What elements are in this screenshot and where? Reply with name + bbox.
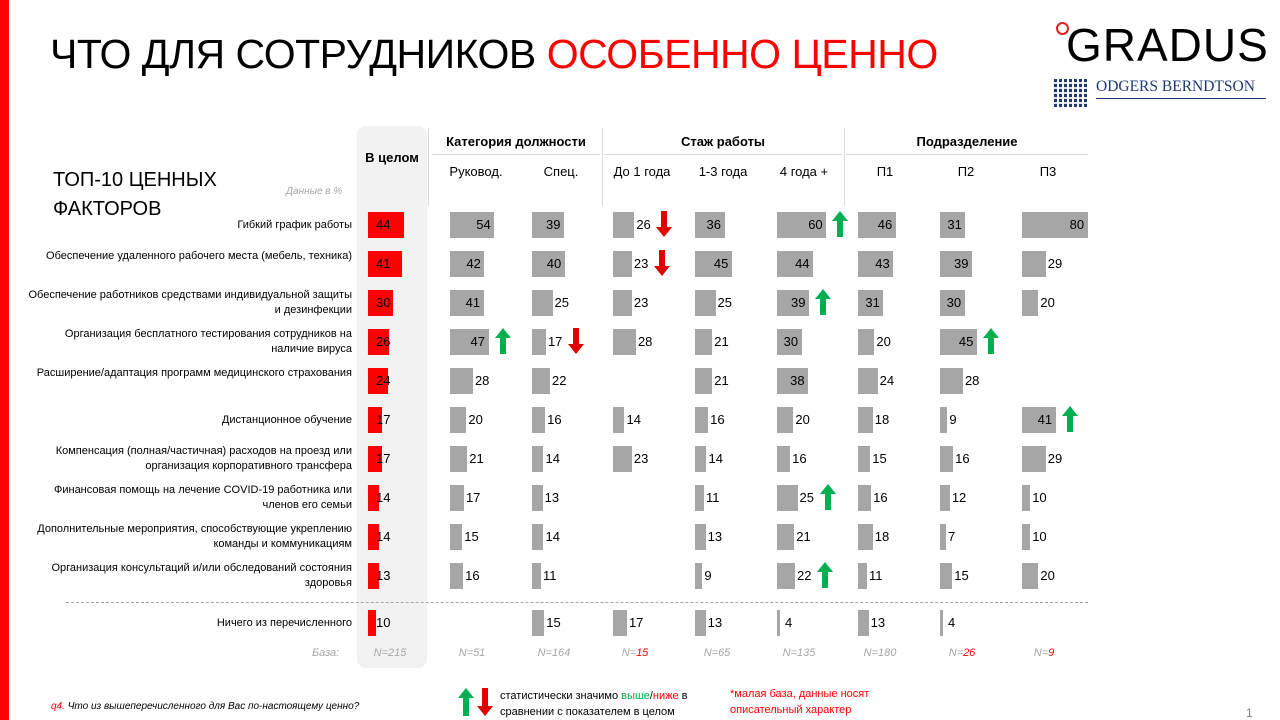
base-value <box>1014 647 1074 659</box>
data-label: 54 <box>476 217 491 232</box>
title-part-red: ОСОБЕННО ЦЕННО <box>546 31 938 77</box>
bar <box>532 329 546 355</box>
bar <box>858 610 869 636</box>
data-label: 17 <box>465 490 481 505</box>
bar <box>613 610 627 636</box>
bar <box>532 563 541 589</box>
base-value <box>687 647 747 659</box>
units-note: Данные в % <box>286 186 343 197</box>
legend-arrows-icon <box>458 688 494 716</box>
column-header: П2 <box>957 164 975 179</box>
data-label: 20 <box>1040 568 1055 583</box>
data-label: 80 <box>1069 217 1085 232</box>
data-label: 28 <box>474 373 490 388</box>
bar <box>450 368 473 394</box>
data-label: 16 <box>955 451 970 466</box>
base-value <box>932 647 992 659</box>
base-n: 9 <box>1048 647 1055 659</box>
page-title <box>50 30 938 78</box>
group-header-rule <box>604 154 842 155</box>
base-n: 15 <box>636 647 649 659</box>
data-label: 41 <box>376 256 391 271</box>
bar <box>1022 485 1030 511</box>
data-label: 10 <box>376 615 391 630</box>
data-label: 24 <box>376 373 391 388</box>
base-prefix: N= <box>621 647 637 659</box>
odgers-wordmark: ODGERS BERNDTSON <box>1096 78 1255 95</box>
data-label: 39 <box>545 217 561 232</box>
question-footnote <box>51 701 359 712</box>
data-label: 18 <box>874 412 890 427</box>
base-n: 135 <box>797 647 816 659</box>
base-value <box>524 647 584 659</box>
bar <box>695 524 706 550</box>
data-label: 40 <box>546 256 562 271</box>
data-label: 13 <box>707 615 723 630</box>
data-label: 21 <box>469 451 484 466</box>
arrow-up-icon <box>817 562 833 588</box>
base-n: 51 <box>473 647 486 659</box>
data-label: 14 <box>376 529 391 544</box>
odgers-grid-icon <box>1054 79 1088 107</box>
data-label: 22 <box>552 373 567 388</box>
base-prefix: N= <box>863 647 878 659</box>
data-label: 21 <box>714 334 729 349</box>
bar <box>940 368 963 394</box>
base-prefix: N= <box>948 647 964 659</box>
data-label: 11 <box>706 490 720 505</box>
data-label: 39 <box>790 295 806 310</box>
bar <box>450 446 467 472</box>
arrow-up-icon <box>815 289 831 315</box>
data-label: 26 <box>376 334 391 349</box>
data-label: 9 <box>949 412 957 427</box>
data-label: 21 <box>714 373 729 388</box>
small-base-note <box>730 686 869 718</box>
company-logo <box>1052 20 1267 110</box>
data-label: 20 <box>1040 295 1055 310</box>
data-label: 42 <box>466 256 481 271</box>
data-label: 30 <box>376 295 391 310</box>
bar <box>940 610 943 636</box>
data-label: 28 <box>637 334 653 349</box>
row-label: Компенсация (полная/частичная) расходов на проезд или организация корпоративного трансфера <box>55 445 352 472</box>
base-prefix: N= <box>537 647 552 659</box>
data-label: 47 <box>470 334 485 349</box>
row-label: Обеспечение удаленного рабочего места (мебель, техника) <box>46 250 352 262</box>
left-accent-stripe <box>0 0 9 720</box>
data-label: 60 <box>808 217 823 232</box>
base-value <box>769 647 829 659</box>
bar <box>1022 446 1046 472</box>
data-label: 30 <box>946 295 962 310</box>
bar <box>532 368 550 394</box>
group-header: Категория должности <box>446 134 586 149</box>
bar <box>450 524 462 550</box>
base-prefix: N= <box>782 647 797 659</box>
group-header-rule <box>846 154 1088 155</box>
question-number: q4. <box>51 701 65 712</box>
data-label: 46 <box>877 217 893 232</box>
column-header: Руковод. <box>449 164 503 179</box>
data-label: 36 <box>706 217 721 232</box>
column-header: В целом <box>365 150 419 165</box>
data-label: 9 <box>704 568 712 583</box>
data-label: 15 <box>464 529 479 544</box>
bar <box>777 485 798 511</box>
data-label: 13 <box>870 615 886 630</box>
bar <box>695 610 706 636</box>
data-label: 25 <box>799 490 814 505</box>
bar <box>450 485 464 511</box>
bar <box>532 524 543 550</box>
legend-slash: / <box>649 690 653 702</box>
data-label: 17 <box>376 451 391 466</box>
base-value <box>605 647 665 659</box>
bar <box>695 290 716 316</box>
bar <box>532 290 553 316</box>
data-label: 29 <box>1047 256 1063 271</box>
data-label: 14 <box>376 490 391 505</box>
data-label: 18 <box>874 529 890 544</box>
bar <box>613 251 632 277</box>
legend-part1: статистически значимо <box>500 690 622 702</box>
row-label: Дистанционное обучение <box>221 413 352 426</box>
data-label: 13 <box>707 529 723 544</box>
group-header: Подразделение <box>916 134 1018 149</box>
data-label: 16 <box>792 451 807 466</box>
data-label: 20 <box>468 412 483 427</box>
odgers-underline <box>1096 98 1266 99</box>
bar <box>777 524 794 550</box>
bar <box>858 329 874 355</box>
arrow-down-icon <box>656 211 672 237</box>
data-label: 4 <box>948 615 956 630</box>
base-prefix: N= <box>703 647 719 659</box>
data-label: 4 <box>785 615 793 630</box>
base-value <box>360 647 420 659</box>
bar <box>613 329 636 355</box>
row-label: Организация консультаций и/или обследований состояния здоровья <box>51 562 352 589</box>
arrow-up-icon <box>820 484 836 510</box>
base-n: 164 <box>552 647 571 659</box>
data-label: 14 <box>545 451 560 466</box>
data-label: 15 <box>872 451 887 466</box>
bar <box>532 446 543 472</box>
bar <box>695 485 704 511</box>
column-header: 1-3 года <box>698 164 748 179</box>
base-label: База: <box>312 647 340 659</box>
bar <box>613 212 634 238</box>
bar <box>613 407 624 433</box>
row-label: Обеспечение работников средствами индивидуальной защиты и дезинфекции <box>28 289 352 316</box>
base-n: 26 <box>963 647 976 659</box>
dashed-separator <box>66 602 1088 603</box>
data-label: 30 <box>783 334 799 349</box>
data-label: 44 <box>795 256 810 271</box>
data-label: 13 <box>544 490 560 505</box>
bar <box>368 610 376 636</box>
bar <box>450 407 466 433</box>
data-label: 16 <box>465 568 480 583</box>
column-header: П3 <box>1039 164 1057 179</box>
bar <box>858 407 873 433</box>
group-divider <box>428 128 429 206</box>
data-label: 43 <box>875 256 890 271</box>
data-label: 38 <box>790 373 805 388</box>
arrow-down-icon <box>654 250 670 276</box>
data-label: 25 <box>717 295 732 310</box>
row-label: Дополнительные мероприятия, способствующие укреплению команды и коммуникациям <box>37 523 352 550</box>
page-number: 1 <box>1246 706 1253 720</box>
data-label: 16 <box>873 490 888 505</box>
bar <box>858 446 870 472</box>
arrow-up-icon <box>983 328 999 354</box>
data-label: 28 <box>964 373 980 388</box>
base-n: 180 <box>878 647 897 659</box>
bar <box>940 524 946 550</box>
legend-lower: ниже <box>652 690 679 702</box>
row-label: Организация бесплатного тестирования сотрудников на наличие вируса <box>64 328 352 355</box>
chart-subtitle: ТОП-10 ЦЕННЫХ ФАКТОРОВ <box>53 169 217 220</box>
arrow-up-icon <box>832 211 848 237</box>
column-header: П1 <box>876 164 894 179</box>
data-label: 20 <box>795 412 810 427</box>
bar <box>695 563 702 589</box>
bar <box>777 563 795 589</box>
data-label: 41 <box>465 295 481 310</box>
bar <box>532 407 545 433</box>
bar <box>940 485 950 511</box>
legend-text <box>500 688 688 720</box>
data-label: 15 <box>954 568 969 583</box>
legend-higher: выше <box>621 690 650 702</box>
data-label: 14 <box>626 412 641 427</box>
arrow-down-icon <box>568 328 584 354</box>
base-prefix: N= <box>1033 647 1049 659</box>
data-label: 10 <box>1032 490 1047 505</box>
bar <box>1022 524 1030 550</box>
bar <box>940 446 953 472</box>
data-label: 10 <box>1032 529 1047 544</box>
data-label: 26 <box>636 217 651 232</box>
column-header: Спец. <box>543 164 579 179</box>
legend-part2: в <box>678 690 688 702</box>
bar <box>532 610 544 636</box>
bar <box>858 563 867 589</box>
data-label: 25 <box>554 295 569 310</box>
small-base-line2: описательный характер <box>730 704 852 716</box>
question-text: Что из вышеперечисленного для Вас по-настоящему ценно? <box>67 701 360 712</box>
base-prefix: N= <box>373 647 388 659</box>
data-label: 29 <box>1047 451 1063 466</box>
row-label: Расширение/адаптация программ медицинского страхования <box>36 367 352 379</box>
data-label: 23 <box>633 295 649 310</box>
row-label: Ничего из перечисленного <box>216 616 352 629</box>
data-label: 39 <box>953 256 969 271</box>
data-label: 14 <box>708 451 723 466</box>
data-label: 17 <box>628 615 644 630</box>
data-label: 23 <box>633 256 649 271</box>
bar <box>858 485 871 511</box>
data-label: 20 <box>876 334 891 349</box>
base-value <box>442 647 502 659</box>
data-label: 13 <box>376 568 391 583</box>
data-label: 16 <box>547 412 562 427</box>
bar <box>450 563 463 589</box>
bar <box>613 446 632 472</box>
base-n: 215 <box>388 647 407 659</box>
data-label: 31 <box>947 217 962 232</box>
data-label: 41 <box>1037 412 1053 427</box>
bar <box>1022 563 1038 589</box>
row-label: Гибкий график работы <box>237 218 352 231</box>
bar <box>858 524 873 550</box>
data-label: 31 <box>865 295 880 310</box>
row-label: Финансовая помощь на лечение COVID-19 работника или членов его семьи <box>53 484 352 511</box>
data-label: 17 <box>376 412 391 427</box>
bar <box>1022 251 1046 277</box>
gradus-wordmark: GRADUS <box>1066 19 1269 71</box>
arrow-up-icon <box>495 328 511 354</box>
data-label: 12 <box>951 490 967 505</box>
group-header-rule <box>432 154 600 155</box>
bar <box>695 446 706 472</box>
column-header: 4 года + <box>779 164 829 179</box>
bar <box>940 407 947 433</box>
data-label: 22 <box>797 568 812 583</box>
bar <box>777 446 790 472</box>
bar <box>532 485 543 511</box>
bar <box>858 368 878 394</box>
data-label: 11 <box>543 568 557 583</box>
small-base-line1: *малая база, данные носят <box>730 688 870 700</box>
data-label: 11 <box>869 568 883 583</box>
bar <box>777 407 793 433</box>
data-label: 7 <box>948 529 956 544</box>
bar <box>695 407 708 433</box>
arrow-up-icon <box>1062 406 1078 432</box>
title-part-black: ЧТО ДЛЯ СОТРУДНИКОВ <box>50 31 536 77</box>
bar <box>695 329 712 355</box>
legend-line2: сравнении с показателем в целом <box>500 706 675 718</box>
data-label: 45 <box>958 334 974 349</box>
bar <box>777 610 780 636</box>
bar <box>695 368 712 394</box>
data-label: 44 <box>376 217 391 232</box>
base-prefix: N= <box>458 647 474 659</box>
data-label: 24 <box>879 373 895 388</box>
bar <box>613 290 632 316</box>
bar <box>940 563 952 589</box>
data-label: 14 <box>545 529 560 544</box>
data-label: 17 <box>547 334 563 349</box>
data-label: 45 <box>713 256 729 271</box>
group-header: Стаж работы <box>680 134 766 149</box>
base-n: 65 <box>718 647 731 659</box>
group-divider <box>602 128 603 206</box>
data-label: 16 <box>710 412 725 427</box>
bar <box>1022 290 1038 316</box>
base-value <box>850 647 910 659</box>
data-label: 23 <box>633 451 649 466</box>
column-header: До 1 года <box>613 164 671 179</box>
data-label: 15 <box>546 615 561 630</box>
data-label: 21 <box>796 529 811 544</box>
